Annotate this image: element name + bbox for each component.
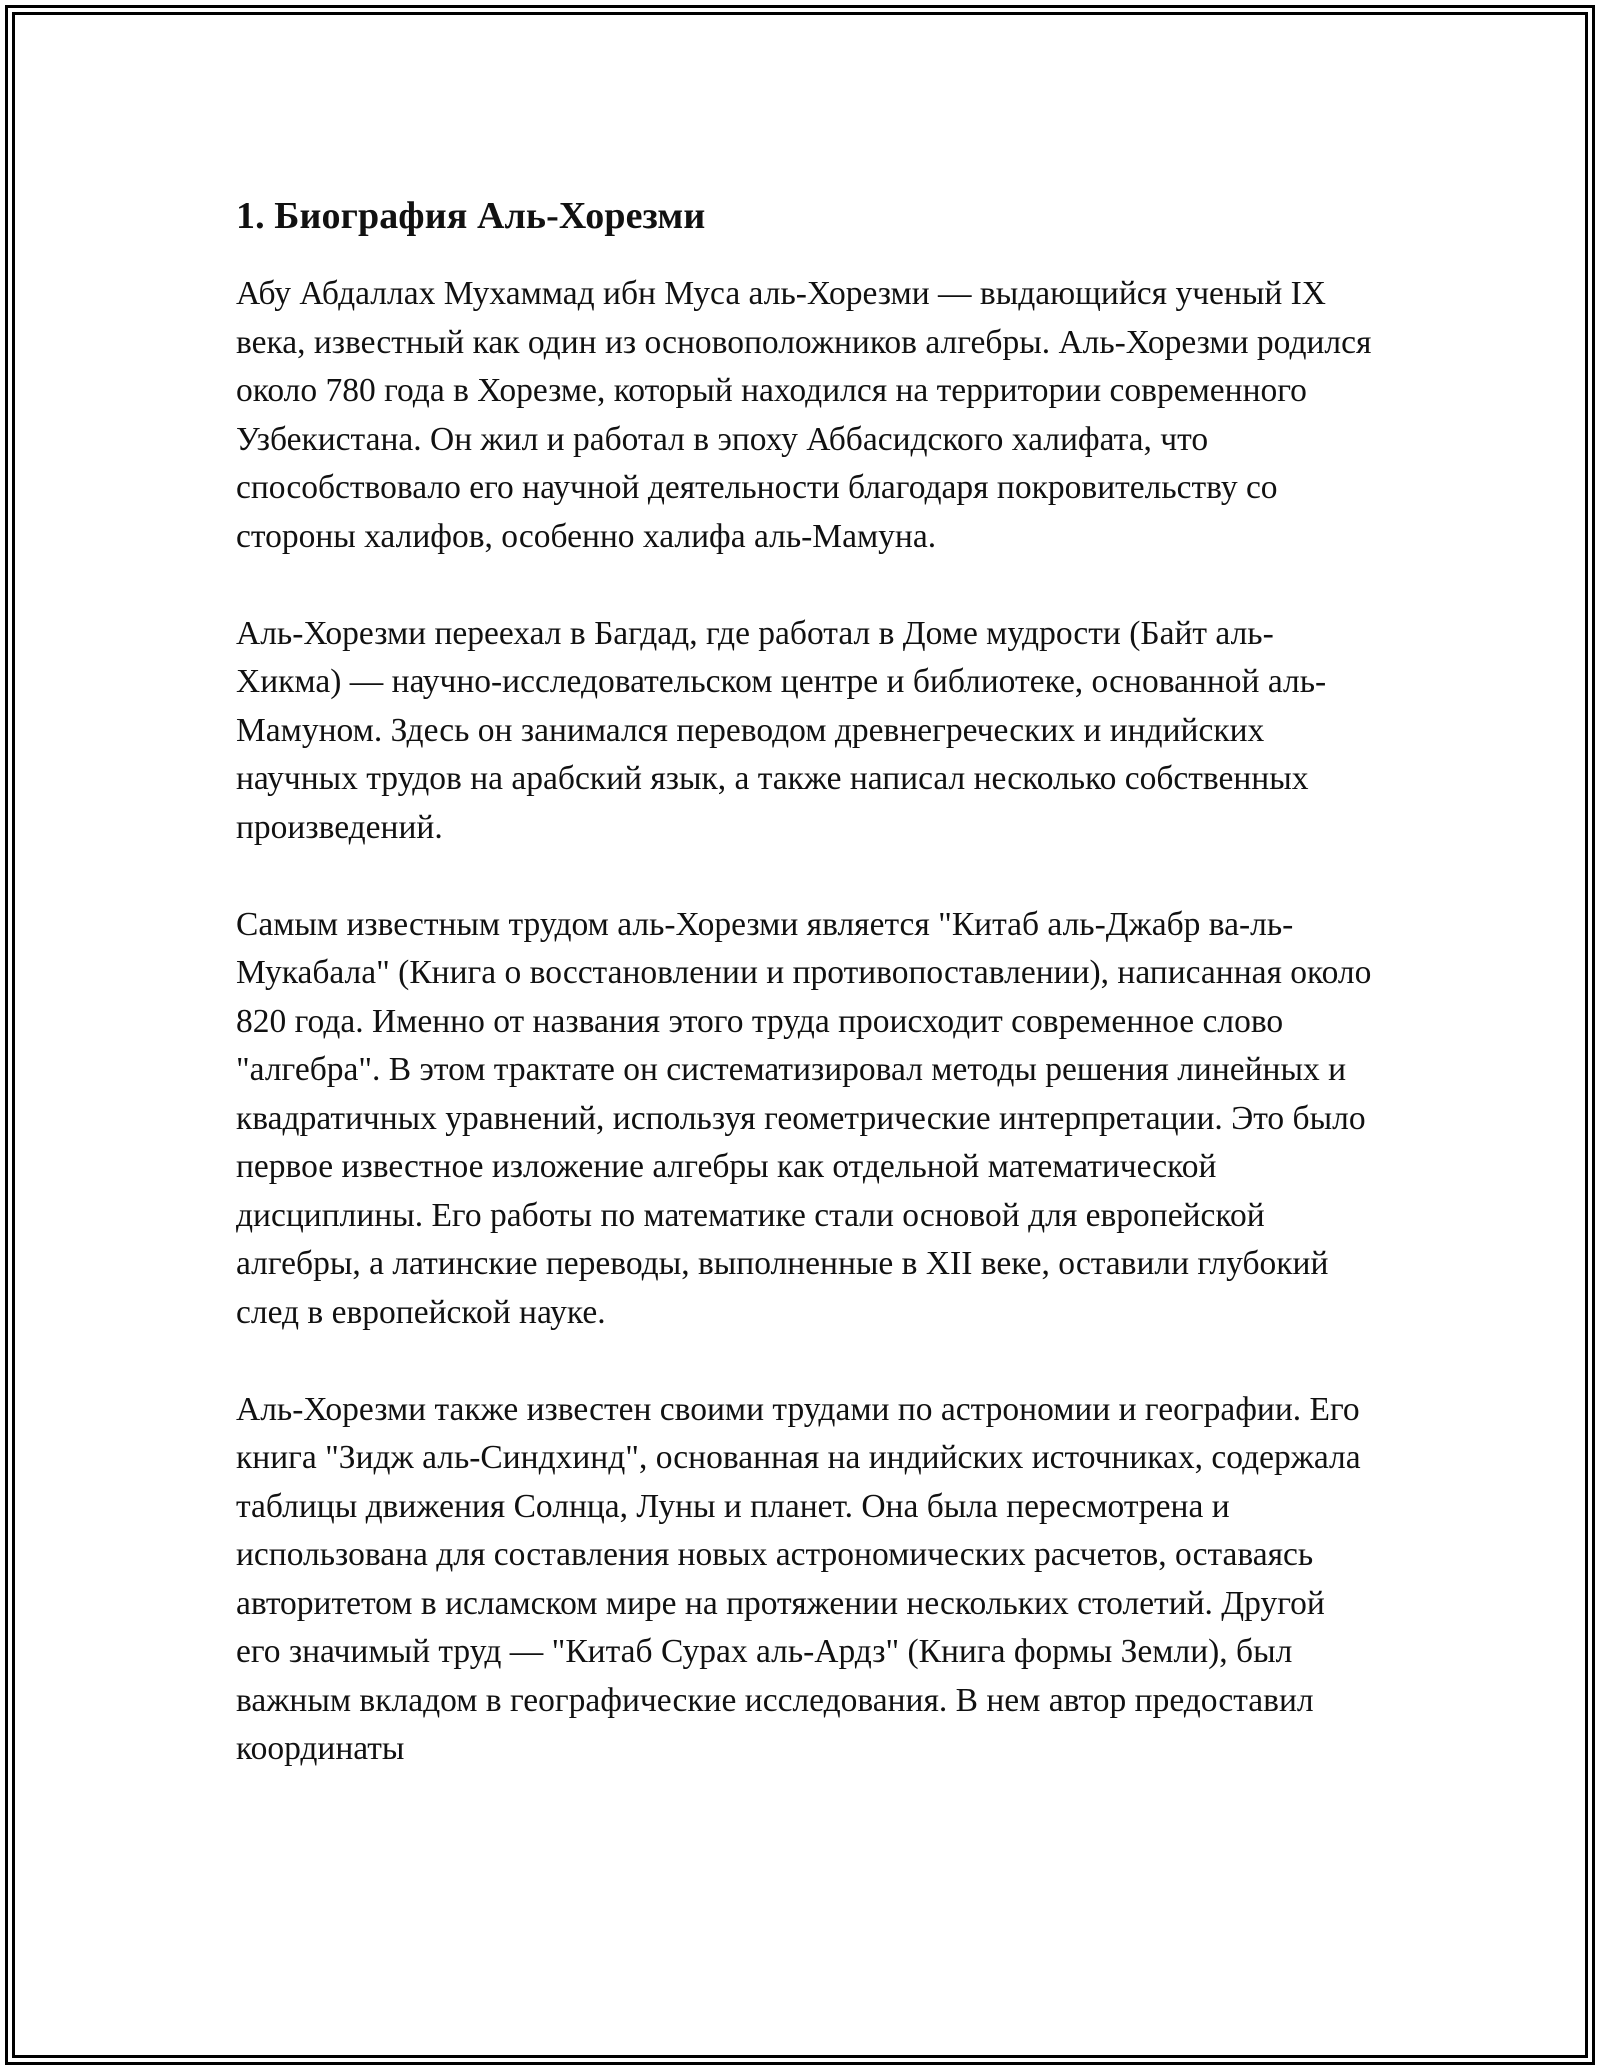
section-heading: 1. Биография Аль-Хорезми xyxy=(236,195,706,237)
paragraph-baghdad: Аль-Хорезми переехал в Багдад, где работал в Доме мудрости (Байт аль-Хикма) — научно-исследовательском центре и библиотеке, основанной аль-Мамуном. Здесь он занимался переводом древнегреческих и индийских научных трудов на арабский язык, а также написал несколько собственных произведений. xyxy=(236,614,1327,846)
paragraph-algebra: Самым известным трудом аль-Хорезми является "Китаб аль-Джабр ва-ль-Мукабала" (Книга о восстановлении и противопоставлении), написанная около 820 года. Именно от названия этого труда происходит современное слово "алгебра". В этом трактате он систематизировал методы решения линейных и квадратичных уравнений, используя геометрические интерпретации. Это было первое известное изложение алгебры как отдельной математической дисциплины. Его работы по математике стали основой для европейской алгебры, а латинские переводы, выполненные в XII веке, оставили глубокий след в европейской науке. xyxy=(236,905,1372,1331)
paragraph-biography: Абу Абдаллах Мухаммад ибн Муса аль-Хорезми — выдающийся ученый IX века, известный как один из основоположников алгебры. Аль-Хорезми родился около 780 года в Хорезме, который находился на территории современного Узбекистана. Он жил и работал в эпоху Аббасидского халифата, что способствовало его научной деятельности благодаря покровительству со стороны халифов, особенно халифа аль-Мамуна. xyxy=(236,275,1372,555)
paragraph-astronomy: Аль-Хорезми также известен своими трудами по астрономии и географии. Его книга "Зидж аль-Синдхинд", основанная на индийских источниках, содержала таблицы движения Солнца, Луны и планет. Она была пересмотрена и использована для составления новых астрономических расчетов, оставаясь авторитетом в исламском мире на протяжении нескольких столетий. Другой его значимый труд — "Китаб Сурах аль-Ардз" (Книга формы Земли), был важным вкладом в географические исследования. В нем автор предоставил координаты xyxy=(236,1390,1361,1767)
document-body xyxy=(236,188,1376,1822)
